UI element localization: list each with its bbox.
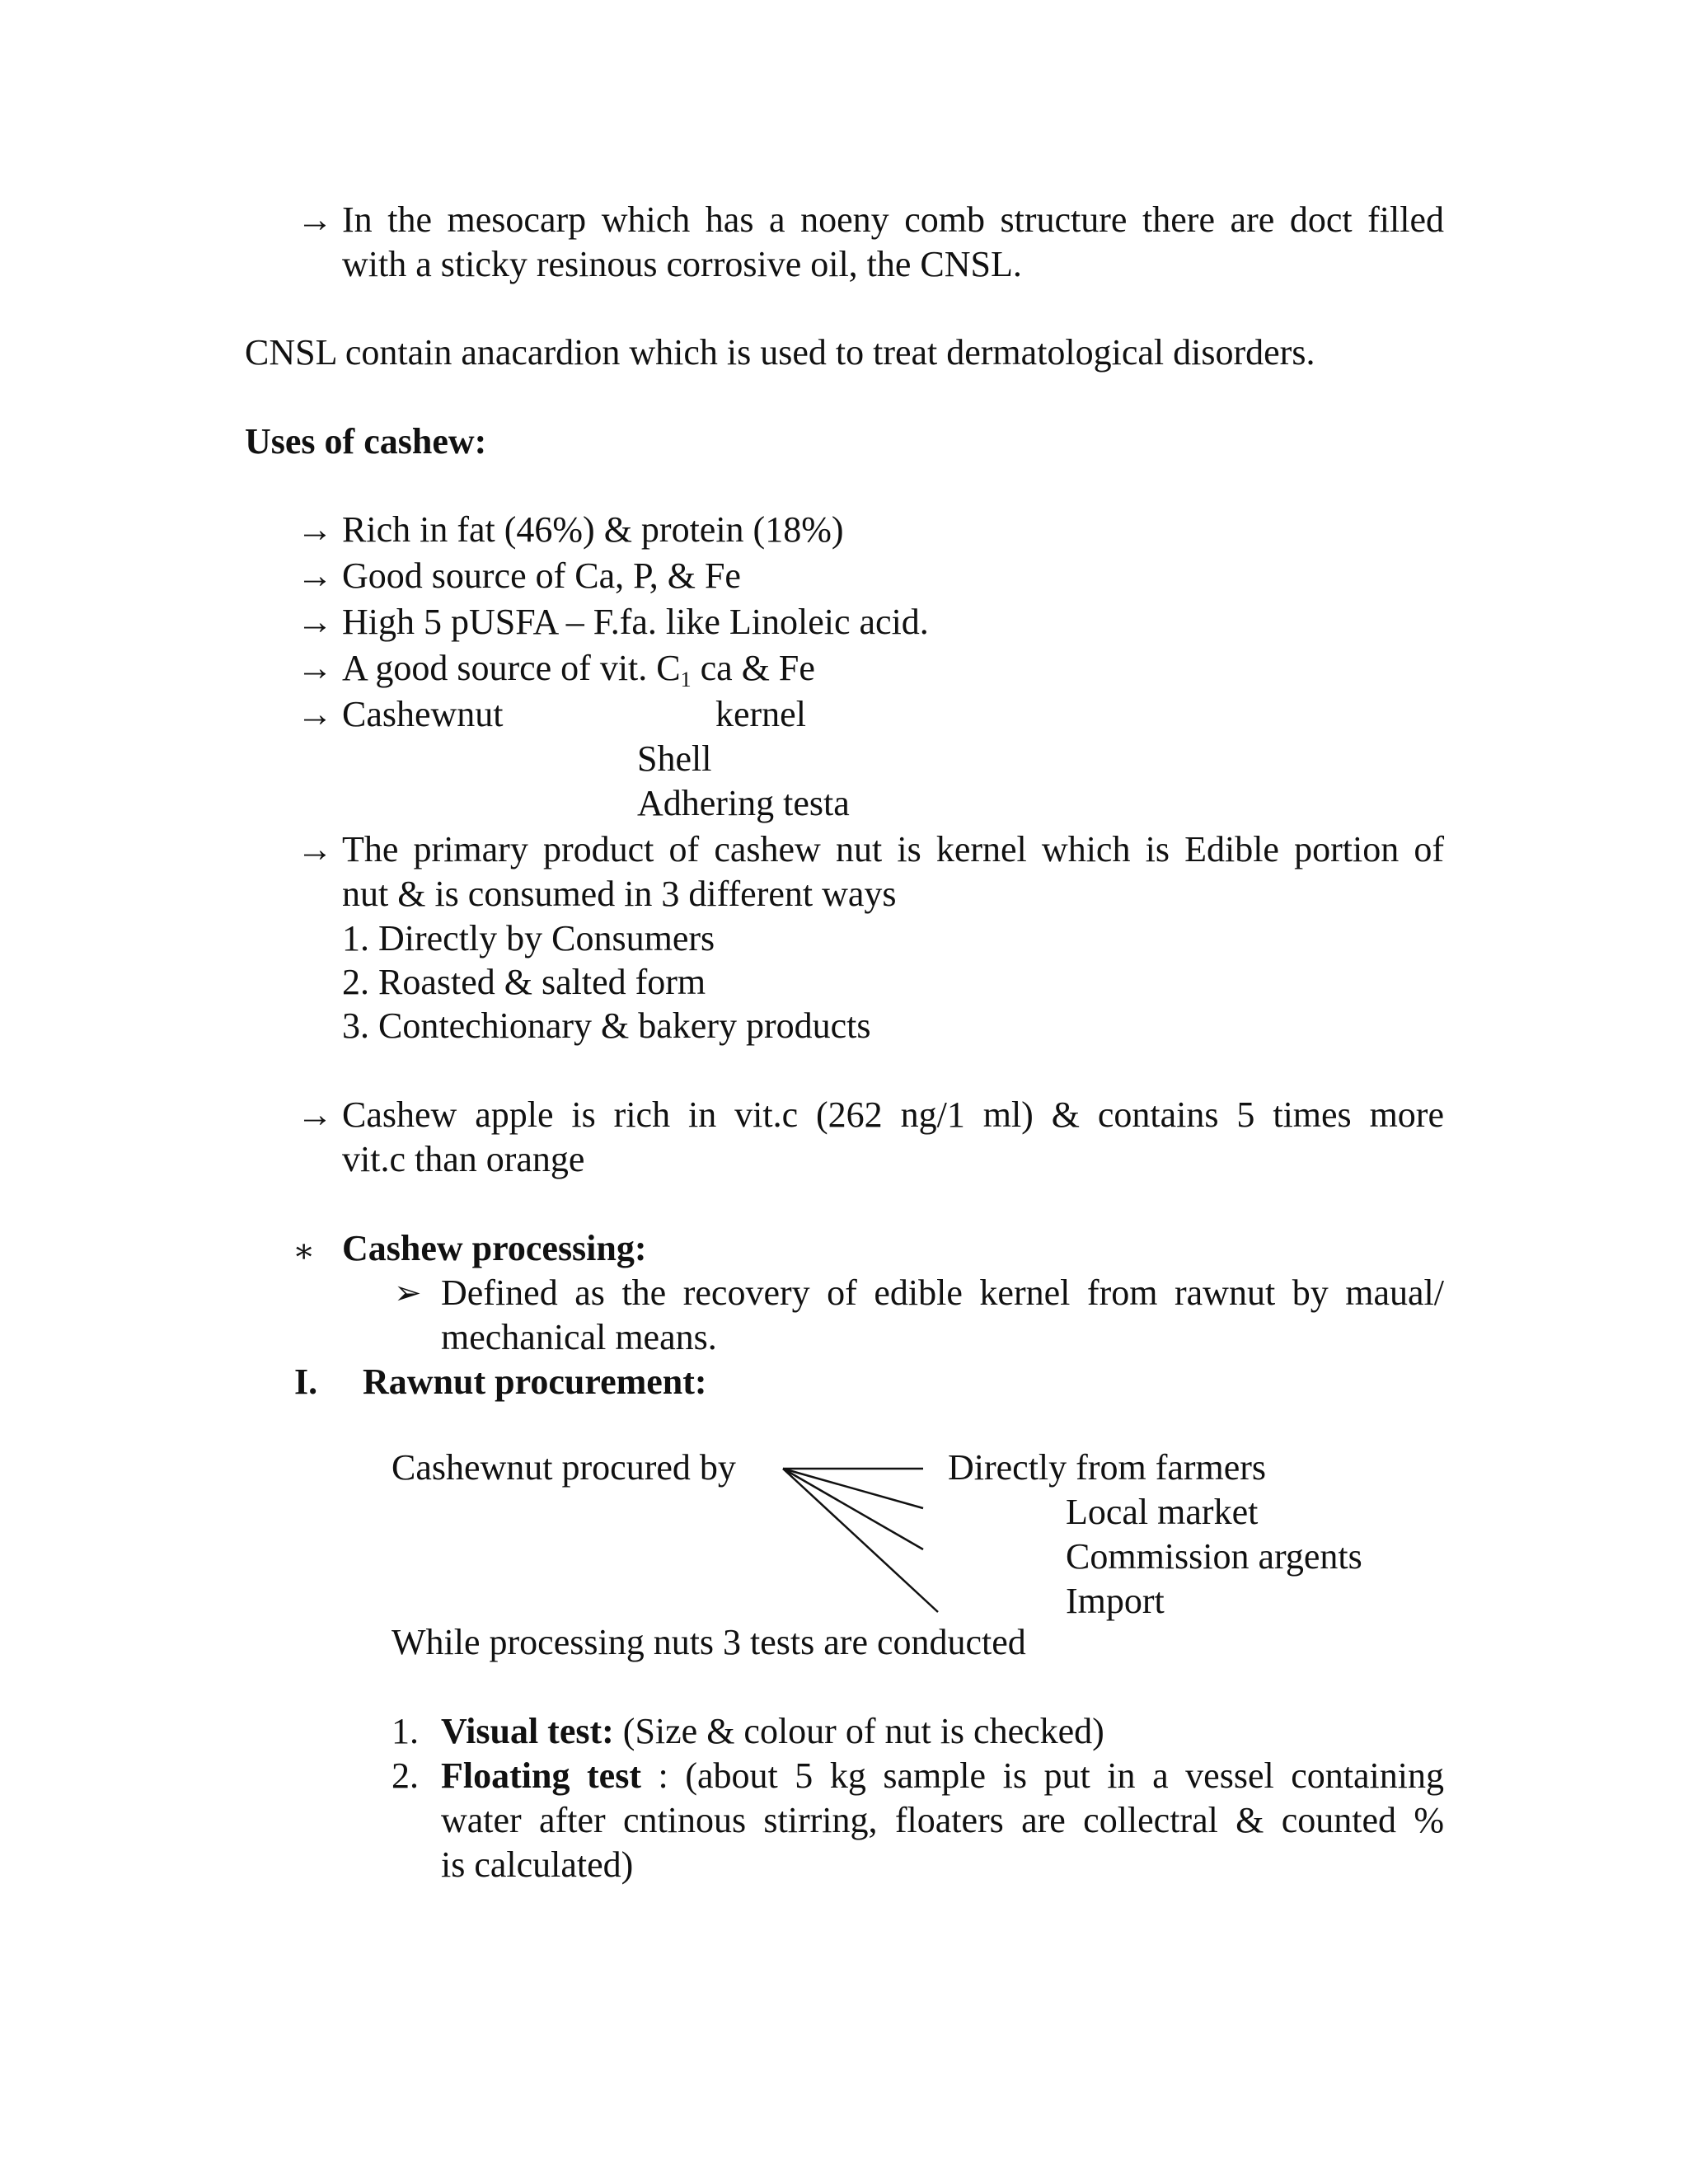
processing-definition-line-1: Defined as the recovery of edible kernel from rawnut by maual/ bbox=[441, 1272, 1444, 1313]
test-description-line-2: water after cntinous stirring, floaters are collectral & counted % bbox=[441, 1800, 1444, 1840]
cashew-apple-line-1: Cashew apple is rich in vit.c (262 ng/1 ml) & contains 5 times more bbox=[342, 1094, 1444, 1135]
use-item: High 5 pUSFA – F.fa. like Linoleic acid. bbox=[342, 602, 929, 642]
procurement-source: Local market bbox=[1066, 1492, 1259, 1532]
mesocarp-line-1: In the mesocarp which has a noeny comb structure there are doct filled bbox=[342, 199, 1444, 240]
arrow-bullet: → bbox=[297, 1094, 333, 1135]
test-name: Visual test: bbox=[441, 1711, 614, 1751]
way-item: 3. Contechionary & bakery products bbox=[342, 1005, 871, 1046]
use-item-text-tail: ca & Fe bbox=[700, 648, 815, 688]
cashewnut-part: Adhering testa bbox=[637, 783, 850, 823]
arrow-bullet: → bbox=[297, 199, 333, 240]
test-description: : (about 5 kg sample is put in a vessel containing bbox=[658, 1755, 1444, 1796]
processing-heading: Cashew processing: bbox=[342, 1228, 647, 1268]
primary-product-line-2: nut & is consumed in 3 different ways bbox=[342, 874, 897, 914]
cashewnut-label: Cashewnut bbox=[342, 694, 504, 734]
arrow-bullet: → bbox=[297, 509, 333, 550]
way-item: 2. Roasted & salted form bbox=[342, 962, 706, 1002]
processing-definition-line-2: mechanical means. bbox=[441, 1317, 717, 1357]
way-item: 1. Directly by Consumers bbox=[342, 918, 715, 958]
arrowhead-bullet: ➢ bbox=[394, 1274, 422, 1311]
procured-by-label: Cashewnut procured by bbox=[392, 1447, 736, 1488]
mesocarp-line-2: with a sticky resinous corrosive oil, the CNSL. bbox=[342, 244, 1022, 284]
arrow-bullet: → bbox=[297, 648, 333, 688]
use-item-text: A good source of vit. C bbox=[342, 648, 681, 688]
asterisk-bullet: ∗ bbox=[293, 1232, 316, 1269]
test-description: (Size & colour of nut is checked) bbox=[622, 1711, 1104, 1751]
cnsl-paragraph: CNSL contain anacardion which is used to treat dermatological disorders. bbox=[245, 332, 1315, 373]
subscript: 1 bbox=[680, 668, 692, 691]
arrow-bullet: → bbox=[297, 694, 333, 734]
procurement-source: Directly from farmers bbox=[948, 1447, 1267, 1488]
primary-product-line-1: The primary product of cashew nut is kernel which is Edible portion of bbox=[342, 829, 1444, 869]
section-numeral: I. bbox=[294, 1361, 318, 1402]
test-name: Floating test bbox=[441, 1755, 641, 1796]
test-number: 2. bbox=[392, 1755, 419, 1796]
procurement-source: Import bbox=[1066, 1581, 1165, 1621]
arrow-bullet: → bbox=[297, 602, 333, 642]
tests-intro: While processing nuts 3 tests are conducted bbox=[392, 1622, 1026, 1662]
uses-heading: Uses of cashew: bbox=[245, 421, 487, 462]
cashewnut-part: kernel bbox=[715, 694, 806, 734]
use-item: Good source of Ca, P, & Fe bbox=[342, 555, 741, 596]
arrow-bullet: → bbox=[297, 829, 333, 869]
procurement-source: Commission argents bbox=[1066, 1536, 1362, 1577]
test-item bbox=[441, 1709, 1104, 1754]
arrow-bullet: → bbox=[297, 555, 333, 596]
procurement-fan-lines bbox=[775, 1459, 940, 1624]
use-item: Rich in fat (46%) & protein (18%) bbox=[342, 509, 844, 550]
cashewnut-part: Shell bbox=[637, 738, 712, 779]
test-item bbox=[441, 1754, 1444, 1798]
procurement-heading: Rawnut procurement: bbox=[363, 1361, 707, 1402]
cashew-apple-line-2: vit.c than orange bbox=[342, 1139, 585, 1179]
test-description-line-3: is calculated) bbox=[441, 1844, 634, 1885]
test-number: 1. bbox=[392, 1711, 419, 1751]
